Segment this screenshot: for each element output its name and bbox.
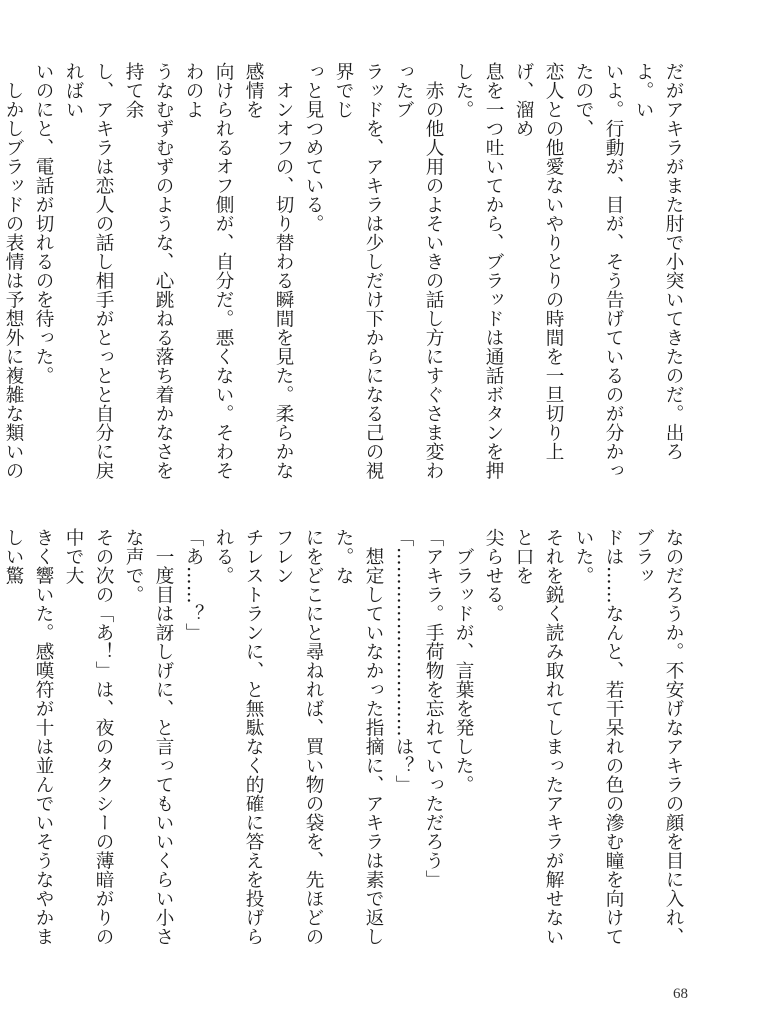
- text-line: だがアキラがまた肘で小突いてきたのだ。出ろよ。い: [633, 62, 684, 461]
- text-line: しかしブラッドの表情は予想外に複雑な類いの: [3, 80, 24, 480]
- text-line: なのだろうか。不安げなアキラの顔を目に入れ、ブラッ: [633, 528, 684, 946]
- text-line: それを鋭く読み取れてしまったアキラが解せないと口を: [513, 528, 564, 946]
- text-line: ドは……なんと、若干呆れの色の滲む瞳を向けていた。: [573, 528, 624, 946]
- text-line: うなむずむずのような、心跳ねる落ち着かなさを持て余: [123, 62, 174, 480]
- text-line: 恋人との他愛ないやりとりの時間を一旦切り上げ、溜め: [513, 62, 564, 461]
- text-line: 「あ……？」: [183, 528, 204, 642]
- text-line: にをどこにと尋ねれば、買い物の袋を、先ほどのフレン: [273, 528, 324, 946]
- text-line: 尖らせる。: [483, 528, 504, 623]
- text-line: きく響いた。感嘆符が十は並んでいそうなやかましい驚: [3, 528, 54, 946]
- text-line: いよ。行動が、目が、そう告げているのが分かったので、: [573, 62, 624, 480]
- text-line: オンオフの、切り替わる瞬間を見た。柔らかな感情を: [243, 62, 294, 480]
- text-line: チレストランに、と無駄なく的確に答えを投げられる。: [213, 528, 264, 946]
- text-line: 向けられるオフ側が、自分だ。悪くない。そわそわのよ: [183, 62, 234, 480]
- text-line: 「…………………………は？」: [393, 528, 414, 794]
- text-line: 赤の他人用のよそいきの話し方にすぐさま変わったブ: [393, 62, 444, 480]
- text-line: 「アキラ。手荷物を忘れていっただろう」: [423, 528, 444, 889]
- upper-text-block: [3, 62, 688, 488]
- text-line: その次の「あ！」は、夜のタクシーの薄暗がりの中で大: [63, 528, 114, 946]
- text-line: 一度目は訝しげに、と言ってもいいくらい小さな声で。: [123, 528, 174, 946]
- text-line: っと見つめている。: [303, 62, 324, 233]
- text-line: し、アキラは恋人の話し相手がとっとと自分に戻ればい: [63, 62, 114, 480]
- page-number: 68: [673, 986, 688, 1002]
- text-line: いのにと、電話が切れるのを待った。: [33, 62, 54, 385]
- text-line: 想定していなかった指摘に、アキラは素で返した。な: [333, 528, 384, 946]
- text-line: 息を一つ吐いてから、ブラッドは通話ボタンを押した。: [453, 62, 504, 480]
- lower-text-block: [3, 528, 688, 954]
- text-line: ブラッドが、言葉を発した。: [453, 528, 474, 794]
- text-line: ラッドを、アキラは少しだけ下からになる己の視界でじ: [333, 62, 384, 480]
